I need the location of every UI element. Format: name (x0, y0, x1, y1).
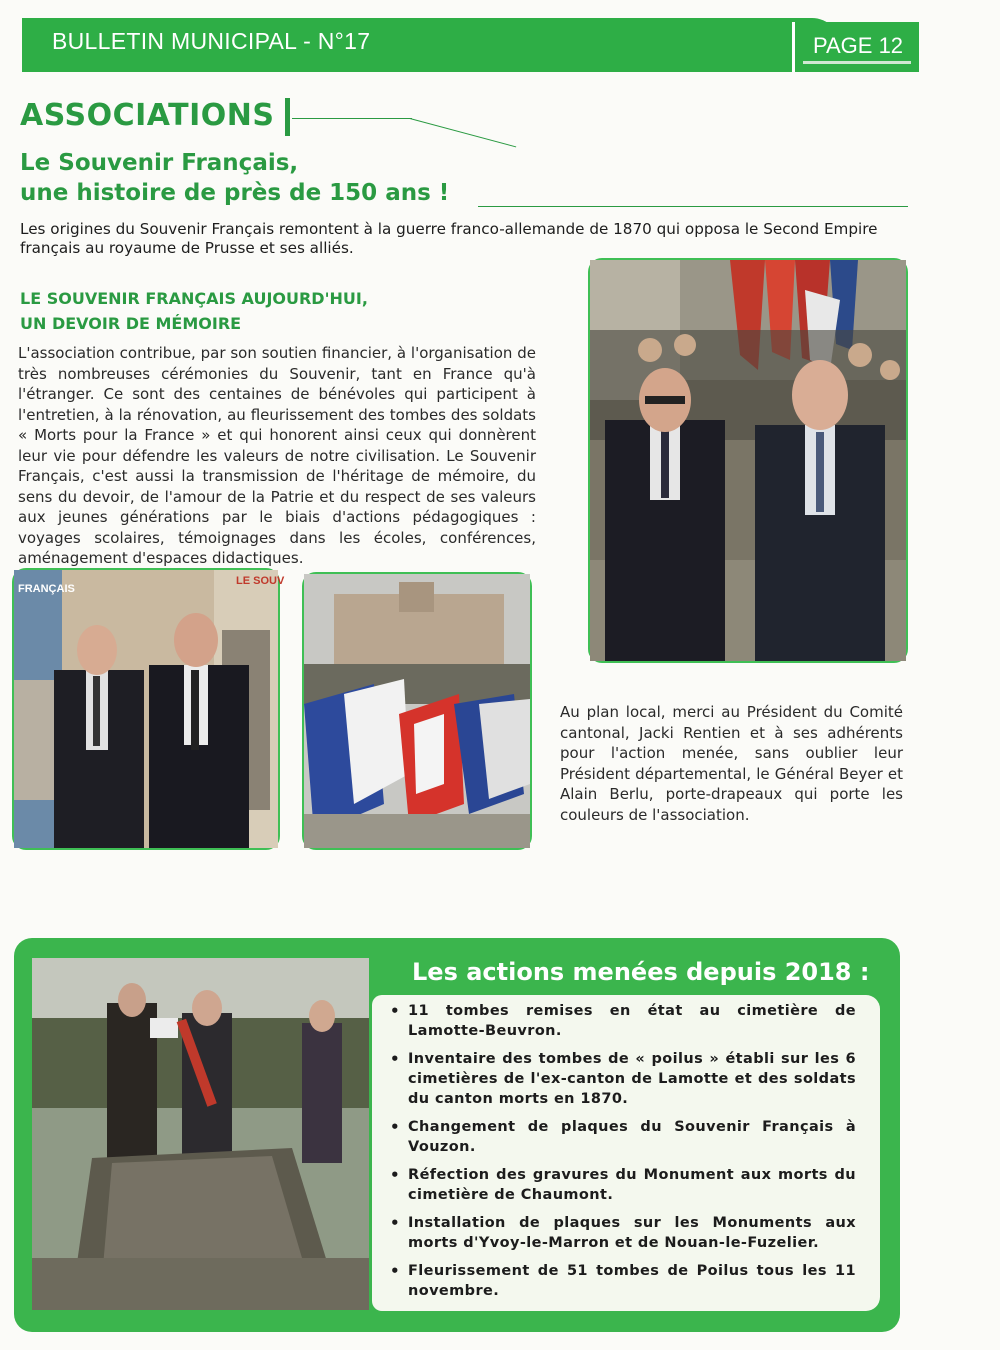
actions-title: Les actions menées depuis 2018 : (412, 958, 870, 986)
subtitle-line2: UN DEVOIR DE MÉMOIRE (20, 314, 242, 333)
cemetery-photo (32, 958, 369, 1310)
section-rule (292, 118, 412, 119)
body-paragraph: L'association contribue, par son soutien financier, à l'organisation de très nombreuses cérémonies du Souvenir, tant en France qu'à l'étranger. Ce sont des centaines de bénévoles qui participent à l'entretien, à la rénovation, au fleurissement des tombes des soldats « Morts pour la France » et qui honorent ainsi ceux qui donnèrent leur vie pour défendre les valeurs de notre civilisation. Le Souvenir Français, c'est aussi la transmission de l'héritage de mémoire, du sens du devoir, de l'amour de la Patrie et du respect de ses valeurs aux jeunes générations par le biais d'actions pédagogiques : voyages scolaires, témoignages dans les écoles, conférences, aménagement d'espaces didactiques. (18, 344, 536, 567)
list-item: • Réfection des gravures du Monument aux morts du cimetière de Chaumont. (388, 1165, 856, 1205)
section-divider (285, 98, 290, 136)
subtitle-line1: LE SOUVENIR FRANÇAIS AUJOURD'HUI, (20, 289, 368, 308)
intro-paragraph: Les origines du Souvenir Français remontent à la guerre franco-allemande de 1870 qui opposa le Second Empire français au royaume de Prusse et ses alliés. (20, 220, 878, 257)
flags-photo (302, 572, 532, 850)
local-thanks-paragraph: Au plan local, merci au Président du Comité cantonal, Jacki Rentien et à ses adhérents pour l'action menée, sans oublier leur Président départemental, le Général Beyer et Alain Berlu, porte-drapeaux qui porte les couleurs de l'association. (560, 703, 903, 824)
list-item: • Installation de plaques sur les Monuments aux morts d'Yvoy-le-Marron et de Nouan-le-Fuzelier. (388, 1213, 856, 1253)
article-title-line2: une histoire de près de 150 ans ! (20, 180, 450, 206)
list-item: • Inventaire des tombes de « poilus » établi sur les 6 cimetières de l'ex-canton de Lamotte et des soldats du canton morts en 1870. (388, 1049, 856, 1109)
actions-list (372, 995, 880, 1311)
exhibit-photo (12, 568, 285, 850)
title-underline (478, 206, 908, 207)
bulletin-title: BULLETIN MUNICIPAL - N°17 (52, 28, 371, 54)
exhibit-side-label: FRANÇAIS (18, 583, 75, 595)
list-item: • Fleurissement de 51 tombes de Poilus tous les 11 novembre. (388, 1261, 856, 1301)
list-item: • Changement de plaques du Souvenir Français à Vouzon. (388, 1117, 856, 1157)
article-title (20, 148, 449, 208)
list-item: • 11 tombes remises en état au cimetière de Lamotte-Beuvron. (388, 1001, 856, 1041)
subtitle (20, 286, 440, 336)
section-title: ASSOCIATIONS (20, 98, 275, 133)
article-title-line1: Le Souvenir Français, (20, 150, 299, 176)
page-number: PAGE 12 (812, 33, 904, 58)
section-rule-slant (410, 118, 517, 147)
ceremony-photo (588, 258, 908, 663)
exhibit-banner-label: LE SOUV (236, 575, 285, 587)
